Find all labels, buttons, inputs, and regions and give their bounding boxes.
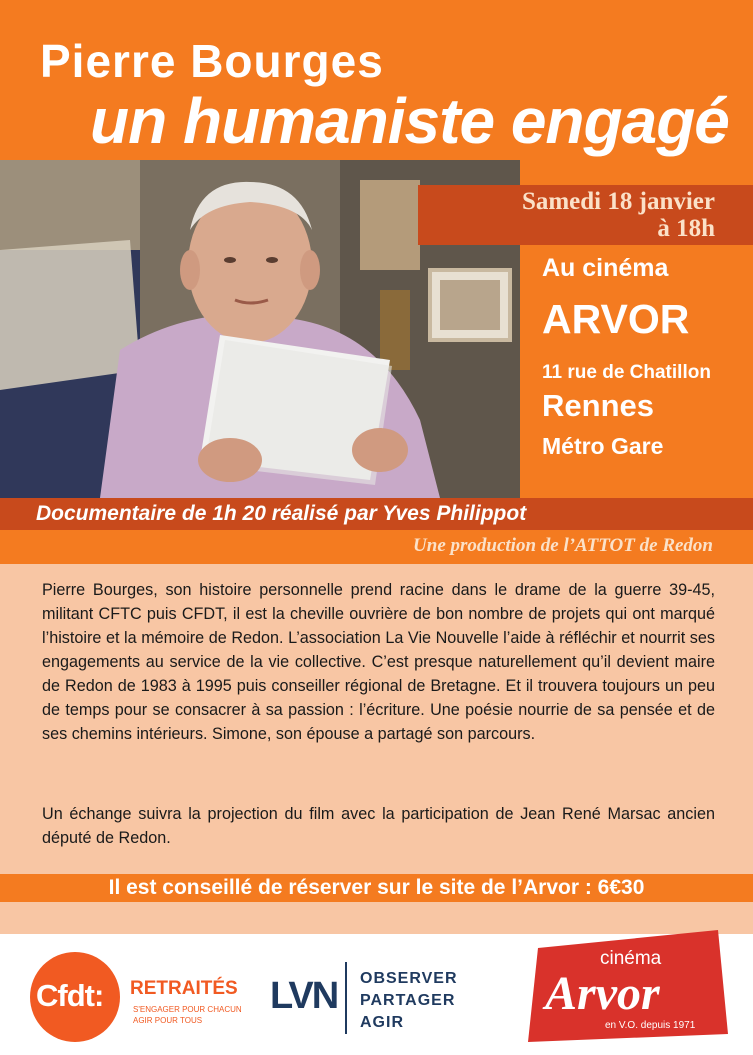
- title-name: Pierre Bourges: [40, 35, 384, 87]
- venue-name: ARVOR: [542, 296, 690, 342]
- lvn-logo: LVN: [270, 975, 338, 1017]
- production-credit: Une production de l’ATTOT de Redon: [413, 535, 713, 556]
- cfdt-retraites-label: RETRAITÉS: [130, 978, 238, 999]
- venue-intro: Au cinéma: [542, 254, 669, 282]
- reservation-note: Il est conseillé de réserver sur le site de l’Arvor : 6€30: [108, 876, 645, 899]
- arvor-logo-name: Arvor: [545, 967, 660, 1020]
- lvn-slogan-partager: PARTAGER: [360, 992, 456, 1009]
- venue-city: Rennes: [542, 388, 654, 423]
- arvor-cinema-label: cinéma: [600, 948, 662, 969]
- cfdt-slogan-2: AGIR POUR TOUS: [133, 1016, 203, 1025]
- lvn-slogan-agir: AGIR: [360, 1014, 404, 1031]
- body-paragraph-2: Un échange suivra la projection du film avec la participation de Jean René Marsac ancien député de Redon.: [42, 805, 715, 847]
- venue-address: 11 rue de Chatillon: [542, 362, 711, 383]
- cfdt-logo-text: Cfdt:: [36, 978, 104, 1013]
- arvor-tagline: en V.O. depuis 1971: [605, 1020, 696, 1031]
- lvn-slogan-observer: OBSERVER: [360, 970, 458, 987]
- lvn-divider: [345, 962, 347, 1034]
- event-date: Samedi 18 janvier: [521, 188, 715, 215]
- cfdt-slogan-1: S'ENGAGER POUR CHACUN: [133, 1005, 242, 1014]
- venue-metro: Métro Gare: [542, 433, 664, 459]
- body-paragraph-1: Pierre Bourges, son histoire personnelle prend racine dans le drame de la guerre 39-45, militant CFTC puis CFDT, il est la cheville ouvrière de bon nombre de projets qui ont marqué l’histoire et la mémoire de Redon. L’association La Vie Nouvelle l’aide à réfléchir et nourrit ses engagements au service de la vie collective. C’est presque naturellement qu’il devient maire de Redon de 1983 à 1995 puis conseiller régional de Bretagne. Et il trouvera toujours un peu de temps pour se consacrer à sa passion : l’écriture. Une poésie nourrie de sa pensée et de ses chemins intérieurs. Simone, son épouse a partagé son parcours.: [42, 581, 715, 743]
- documentary-description: Documentaire de 1h 20 réalisé par Yves Philippot: [36, 502, 527, 525]
- event-time: à 18h: [657, 215, 715, 242]
- title-subtitle: un humaniste engagé: [90, 85, 729, 157]
